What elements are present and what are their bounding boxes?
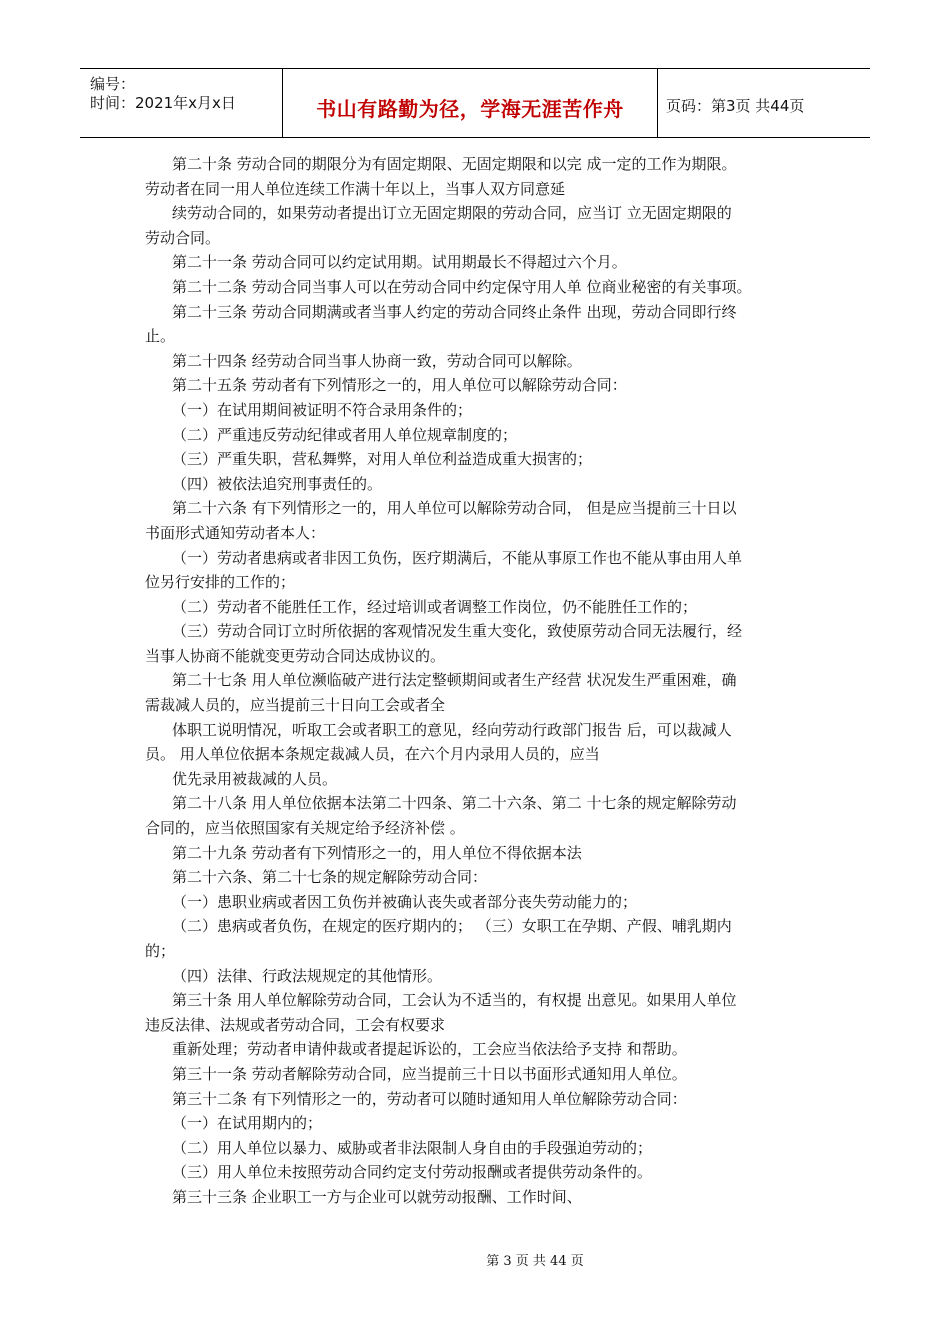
body-line: 第二十五条 劳动者有下列情形之一的，用人单位可以解除劳动合同： bbox=[172, 376, 627, 395]
body-line: 第三十条 用人单位解除劳动合同，工会认为不适当的，有权提 出意见。如果用人单位 bbox=[172, 991, 737, 1010]
body-line: 当事人协商不能就变更劳动合同达成协议的。 bbox=[145, 646, 446, 665]
body-line: 合同的，应当依照国家有关规定给予经济补偿 。 bbox=[145, 819, 465, 838]
body-line: 员。 用人单位依据本条规定裁减人员，在六个月内录用人员的，应当 bbox=[145, 745, 600, 764]
body-line: 重新处理；劳动者申请仲裁或者提起诉讼的，工会应当依法给予支持 和帮助。 bbox=[172, 1040, 687, 1059]
body-line: 位另行安排的工作的； bbox=[145, 573, 296, 592]
body-line: （一）患职业病或者因工负伤并被确认丧失或者部分丧失劳动能力的； bbox=[172, 892, 638, 911]
body-line: （一）在试用期间被证明不符合录用条件的； bbox=[172, 400, 473, 419]
header-table bbox=[80, 68, 870, 138]
body-line: 劳动者在同一用人单位连续工作满十年以上，当事人双方同意延 bbox=[145, 179, 566, 198]
body-line: 第二十六条 有下列情形之一的，用人单位可以解除劳动合同， 但是应当提前三十日以 bbox=[172, 499, 737, 518]
document-body bbox=[145, 152, 815, 1210]
body-line: 劳动合同。 bbox=[145, 228, 221, 247]
body-line: 续劳动合同的，如果劳动者提出订立无固定期限的劳动合同，应当订 立无固定期限的 bbox=[172, 204, 732, 223]
header-page-cell bbox=[658, 69, 870, 137]
body-line: 第二十六条、第二十七条的规定解除劳动合同： bbox=[172, 868, 488, 887]
page-footer: 第 3 页 共 44 页 bbox=[486, 1254, 584, 1269]
body-line: 违反法律、法规或者劳动合同，工会有权要求 bbox=[145, 1015, 446, 1034]
body-line: 第三十二条 有下列情形之一的，劳动者可以随时通知用人单位解除劳动合同： bbox=[172, 1089, 687, 1108]
body-line: 第三十一条 劳动者解除劳动合同，应当提前三十日以书面形式通知用人单位。 bbox=[172, 1064, 687, 1083]
body-line: （三）劳动合同订立时所依据的客观情况发生重大变化，致使原劳动合同无法履行，经 bbox=[172, 622, 743, 641]
body-line: 第二十一条 劳动合同可以约定试用期。试用期最长不得超过六个月。 bbox=[172, 253, 627, 272]
body-line: （二）用人单位以暴力、威胁或者非法限制人身自由的手段强迫劳动的； bbox=[172, 1138, 653, 1157]
body-line: （四）法律、行政法规规定的其他情形。 bbox=[172, 966, 443, 985]
body-line: （二）严重违反劳动纪律或者用人单位规章制度的； bbox=[172, 425, 518, 444]
body-line: （三）严重失职，营私舞弊，对用人单位利益造成重大损害的； bbox=[172, 450, 593, 469]
body-line: （一）劳动者患病或者非因工负伤，医疗期满后，不能从事原工作也不能从事由用人单 bbox=[172, 548, 743, 567]
body-line: 第二十三条 劳动合同期满或者当事人约定的劳动合同终止条件 出现，劳动合同即行终 bbox=[172, 302, 737, 321]
body-line: （一）在试用期内的； bbox=[172, 1114, 323, 1133]
body-line: （二）患病或者负伤，在规定的医疗期内的； （三）女职工在孕期、产假、哺乳期内 bbox=[172, 917, 732, 936]
body-line: 第二十四条 经劳动合同当事人协商一致，劳动合同可以解除。 bbox=[172, 351, 582, 370]
header-info-cell bbox=[80, 69, 283, 137]
body-line: 体职工说明情况，听取工会或者职工的意见，经向劳动行政部门报告 后，可以裁减人 bbox=[172, 720, 732, 739]
header-motto: 书山有路勤为径，学海无涯苦作舟 bbox=[316, 97, 624, 121]
body-line: （四）被依法追究刑事责任的。 bbox=[172, 474, 383, 493]
body-line: 第二十九条 劳动者有下列情形之一的，用人单位不得依据本法 bbox=[172, 843, 582, 862]
body-line: 第三十三条 企业职工一方与企业可以就劳动报酬、工作时间、 bbox=[172, 1187, 582, 1206]
header-motto-cell bbox=[283, 69, 658, 137]
body-line: 第二十七条 用人单位濒临破产进行法定整顿期间或者生产经营 状况发生严重困难，确 bbox=[172, 671, 737, 690]
body-line: 优先录用被裁减的人员。 bbox=[172, 769, 338, 788]
body-line: 的； bbox=[145, 942, 176, 960]
body-line: 第二十八条 用人单位依据本法第二十四条、第二十六条、第二 十七条的规定解除劳动 bbox=[172, 794, 737, 813]
header-page-code: 页码：第3页 共44页 bbox=[666, 97, 805, 115]
body-line: 第二十条 劳动合同的期限分为有固定期限、无固定期限和以完 成一定的工作为期限。 bbox=[172, 155, 737, 173]
body-line: 书面形式通知劳动者本人： bbox=[145, 523, 326, 542]
body-line: 止。 bbox=[145, 327, 176, 346]
body-line: （二）劳动者不能胜任工作，经过培训或者调整工作岗位，仍不能胜任工作的； bbox=[172, 597, 698, 616]
body-line: （三）用人单位未按照劳动合同约定支付劳动报酬或者提供劳动条件的。 bbox=[172, 1163, 653, 1182]
document-number-label: 编号： bbox=[90, 75, 136, 93]
document-time-label: 时间：2021年x月x日 bbox=[90, 94, 236, 112]
body-line: 需裁减人员的，应当提前三十日向工会或者全 bbox=[145, 696, 446, 715]
body-line: 第二十二条 劳动合同当事人可以在劳动合同中约定保守用人单 位商业秘密的有关事项。 bbox=[172, 277, 752, 296]
